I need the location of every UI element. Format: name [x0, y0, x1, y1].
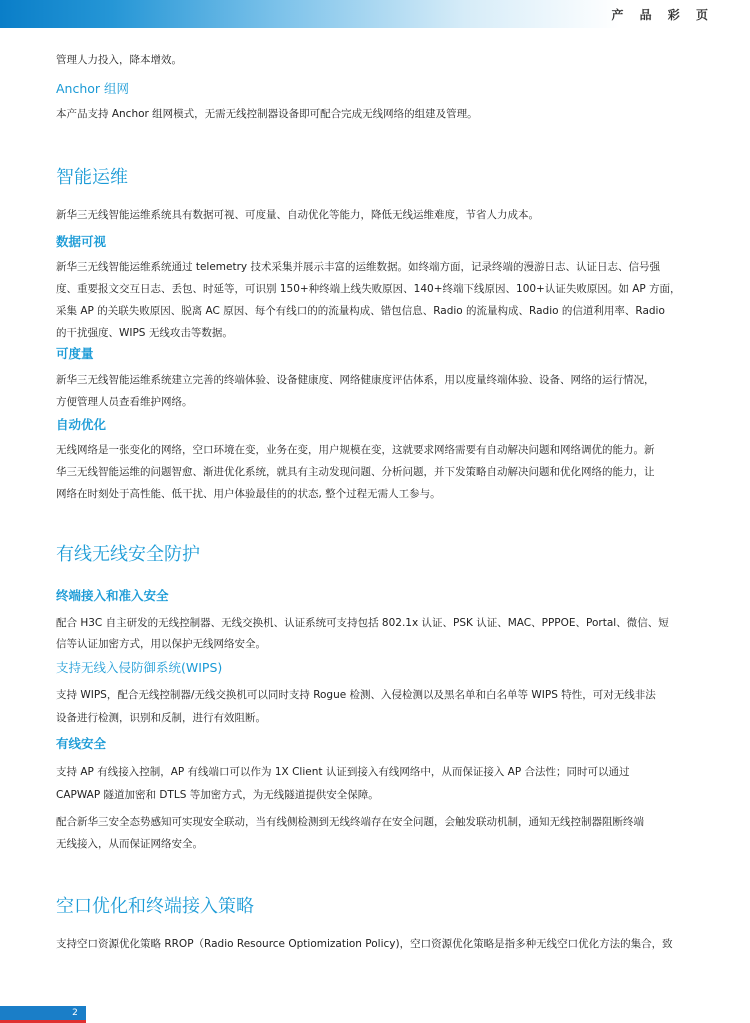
paragraph-line: 方便管理人员查看维护网络。 — [56, 396, 193, 408]
section-heading-anchor: Anchor 组网 — [56, 81, 130, 96]
paragraph-line: 新华三无线智能运维系统建立完善的终端体验、设备健康度、网络健康度评估体系，用以度量终端体验、设备、网络的运行情况， — [56, 374, 655, 386]
paragraph-line: 无线网络是一张变化的网络，空口环境在变，业务在变，用户规模在变，这就要求网络需要有自动解决问题和网络调优的能力。新 — [56, 444, 655, 456]
chapter-heading-security: 有线无线安全防护 — [56, 544, 200, 565]
paragraph-line: 华三无线智能运维的问题智愈、渐进优化系统，就具有主动发现问题、分析问题，并下发策略自动解决问题和优化网络的能力，让 — [56, 466, 655, 478]
section-heading-wips: 支持无线入侵防御系统(WIPS) — [56, 660, 223, 675]
paragraph-line: 度、重要报文交互日志、丢包、时延等，可识别 150+种终端上线失败原因、140+终端下线原因、100+认证失败原因。如 AP 方面， — [56, 283, 681, 295]
paragraph: 本产品支持 Anchor 组网模式，无需无线控制器设备即可配合完成无线网络的组建及管理。 — [56, 108, 478, 120]
paragraph-line: 的干扰强度、WIPS 无线攻击等数据。 — [56, 327, 233, 339]
chapter-heading-ops: 智能运维 — [56, 167, 128, 188]
paragraph-line: CAPWAP 隧道加密和 DTLS 等加密方式，为无线隧道提供安全保障。 — [56, 789, 379, 801]
section-heading-terminal: 终端接入和准入安全 — [56, 588, 169, 603]
header-title: 产 品 彩 页 — [611, 8, 714, 22]
section-heading-visual: 数据可视 — [56, 234, 107, 249]
paragraph-line: 新华三无线智能运维系统通过 telemetry 技术采集并展示丰富的运维数据。如终端方面，记录终端的漫游日志、认证日志、信号强 — [56, 261, 660, 273]
paragraph-line: 无线接入，从而保证网络安全。 — [56, 838, 203, 850]
paragraph-line: 支持 AP 有线接入控制，AP 有线端口可以作为 1X Client 认证到接入有线网络中，从而保证接入 AP 合法性；同时可以通过 — [56, 766, 630, 778]
paragraph-line: 配合新华三安全态势感知可实现安全联动，当有线侧检测到无线终端存在安全问题，会触发联动机制，通知无线控制器阻断终端 — [56, 816, 644, 828]
chapter-heading-air: 空口优化和终端接入策略 — [56, 896, 254, 917]
paragraph-line: 支持空口资源优化策略 RROP（Radio Resource Optiomization Policy)，空口资源优化策略是指多种无线空口优化方法的集合，致 — [56, 938, 673, 950]
paragraph-line: 设备进行检测，识别和反制，进行有效阻断。 — [56, 712, 266, 724]
paragraph-line: 配合 H3C 自主研发的无线控制器、无线交换机、认证系统可支持包括 802.1x 认证、PSK 认证、MAC、PPPOE、Portal、微信、短 — [56, 617, 669, 629]
page-number: 2 — [72, 1008, 78, 1018]
paragraph: 管理人力投入，降本增效。 — [56, 54, 182, 66]
section-heading-measure: 可度量 — [56, 346, 94, 361]
paragraph: 新华三无线智能运维系统具有数据可视、可度量、自动优化等能力，降低无线运维难度，节省人力成本。 — [56, 209, 539, 221]
paragraph-line: 网络在时刻处于高性能、低干扰、用户体验最佳的的状态, 整个过程无需人工参与。 — [56, 488, 441, 500]
paragraph-line: 采集 AP 的关联失败原因、脱离 AC 原因、每个有线口的的流量构成、错包信息、Radio 的流量构成、Radio 的信道利用率、Radio — [56, 305, 665, 317]
header-band — [0, 0, 620, 28]
paragraph-line: 支持 WIPS，配合无线控制器/无线交换机可以同时支持 Rogue 检测、入侵检测以及黑名单和白名单等 WIPS 特性，可对无线非法 — [56, 689, 656, 701]
paragraph-line: 信等认证加密方式，用以保护无线网络安全。 — [56, 638, 266, 650]
section-heading-auto: 自动优化 — [56, 417, 107, 432]
section-heading-wired: 有线安全 — [56, 736, 107, 751]
